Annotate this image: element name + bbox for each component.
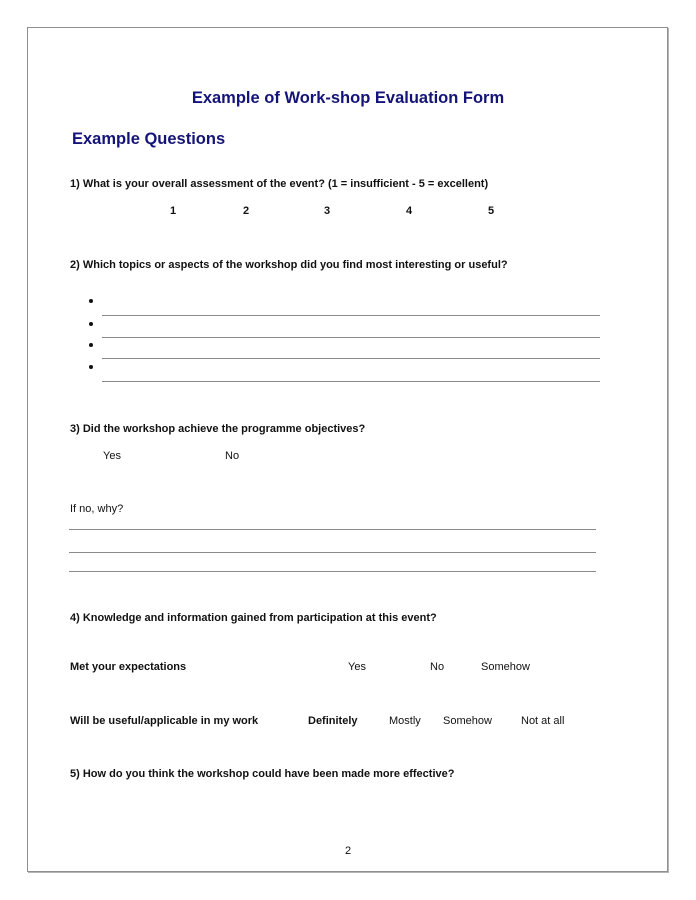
option-not-at-all[interactable]: Not at all [521,715,565,727]
option-no[interactable]: No [225,450,240,462]
rating-option-1[interactable]: 1 [170,205,177,217]
question-4: 4) Knowledge and information gained from participation at this event? [70,612,437,624]
rating-option-2[interactable]: 2 [243,205,250,217]
bullet-icon [89,322,93,326]
option-definitely[interactable]: Definitely [308,715,358,727]
rating-option-5[interactable]: 5 [488,205,495,217]
answer-line[interactable] [69,529,596,530]
question-5: 5) How do you think the workshop could have been made more effective? [70,768,455,780]
option-no[interactable]: No [430,661,445,673]
document-title: Example of Work-shop Evaluation Form [191,89,505,107]
option-somehow[interactable]: Somehow [443,715,492,727]
rating-option-4[interactable]: 4 [406,205,413,217]
rating-option-3[interactable]: 3 [324,205,331,217]
answer-line[interactable] [102,315,600,316]
answer-line[interactable] [102,337,600,338]
row-label-expectations: Met your expectations [70,661,187,673]
answer-line[interactable] [102,358,600,359]
answer-line[interactable] [102,381,600,382]
document-page [27,27,668,872]
question-1: 1) What is your overall assessment of the event? (1 = insufficient - 5 = excellent) [70,178,489,190]
option-yes[interactable]: Yes [103,450,121,462]
section-heading: Example Questions [72,130,226,148]
bullet-icon [89,343,93,347]
answer-line[interactable] [69,552,596,553]
option-somehow[interactable]: Somehow [481,661,530,673]
answer-line[interactable] [69,571,596,572]
bullet-icon [89,299,93,303]
followup-label: If no, why? [70,503,124,515]
option-yes[interactable]: Yes [348,661,366,673]
bullet-icon [89,365,93,369]
row-label-usefulness: Will be useful/applicable in my work [70,715,259,727]
question-3: 3) Did the workshop achieve the programme objectives? [70,423,366,435]
page-number: 2 [344,845,352,857]
option-mostly[interactable]: Mostly [389,715,421,727]
question-2: 2) Which topics or aspects of the workshop did you find most interesting or useful? [70,259,508,271]
